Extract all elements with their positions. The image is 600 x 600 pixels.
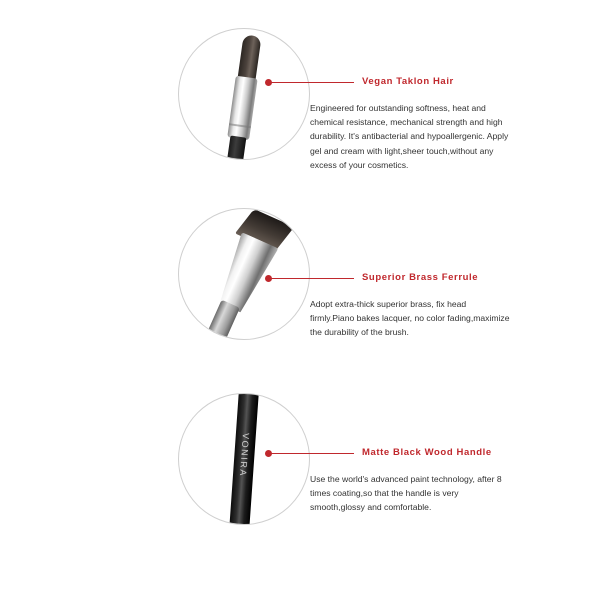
brand-logo-text: VONIRA (237, 432, 251, 478)
callout-dot-1 (265, 79, 272, 86)
callout-dot-3 (265, 450, 272, 457)
product-image-brush-ferrule (178, 208, 310, 340)
feature-body-2: Adopt extra-thick superior brass, fix head firmly.Piano bakes lacquer, no color fading,maximize the durability of the brush. (310, 299, 510, 338)
feature-title-3: Matte Black Wood Handle (362, 447, 492, 458)
feature-title-2: Superior Brass Ferrule (362, 272, 479, 283)
feature-title-1: Vegan Taklon Hair (362, 76, 454, 87)
brush-handle-shape (226, 135, 246, 160)
feature-block-superior-brass-ferrule (0, 200, 600, 370)
callout-line-3 (268, 453, 354, 454)
product-image-brush-head (178, 28, 310, 160)
feature-body-1: Engineered for outstanding softness, heat and chemical resistance, mechanical strength and high durability. It's antibacterial and hypoallergenic. Apply gel and cream with light,sheer touch,without any excess of your cosmetics. (310, 103, 509, 170)
brush-handle-illustration (219, 393, 269, 525)
callout-line-2 (268, 278, 354, 279)
callout-line-1 (268, 82, 354, 83)
feature-body-3: Use the world's advanced paint technology, after 8 times coating,so that the handle is very smooth,glossy and comfortable. (310, 474, 502, 513)
brush-head-illustration (219, 33, 270, 160)
brush-handle-shape (204, 300, 240, 340)
brush-ferrule-shape (227, 76, 257, 140)
callout-dot-2 (265, 275, 272, 282)
feature-block-vegan-taklon-hair (0, 18, 600, 188)
brush-ferrule-illustration (184, 208, 305, 340)
brush-bristles-shape (237, 34, 261, 82)
feature-block-matte-black-wood-handle (0, 385, 600, 555)
product-image-brush-handle (178, 393, 310, 525)
